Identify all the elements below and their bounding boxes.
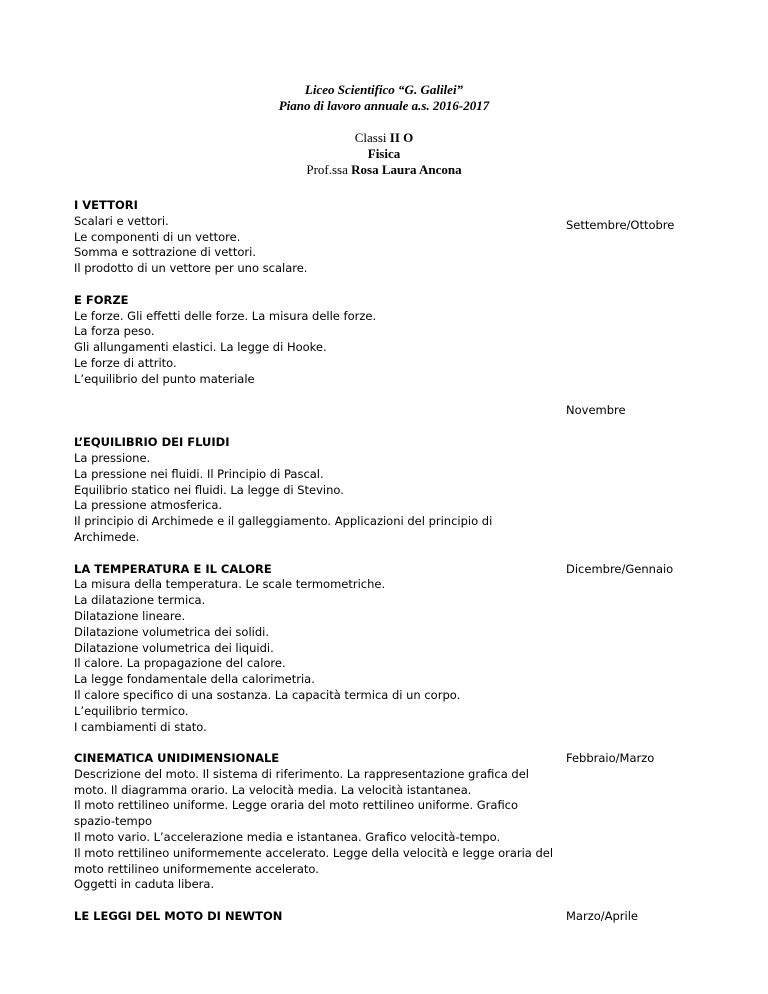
class-line [0,130,768,146]
section-period: Febbraio/Marzo [566,751,655,766]
topic-line: Oggetti in caduta libera. [74,877,215,892]
teacher-name: Rosa Laura Ancona [351,162,462,177]
topic-line: Il principio di Archimede e il galleggiamento. Applicazioni del principio di [74,514,493,529]
class-prefix: Classi [354,130,387,145]
teacher-prefix: Prof.ssa [306,162,348,177]
topic-line: spazio-tempo [74,814,153,829]
topic-line: Il calore. La propagazione del calore. [74,656,286,671]
section-title: L’EQUILIBRIO DEI FLUIDI [74,435,230,450]
topic-line: La pressione atmosferica. [74,498,223,513]
topic-line: La misura della temperatura. Le scale termometriche. [74,577,386,592]
topic-line: Equilibrio statico nei fluidi. La legge di Stevino. [74,482,344,497]
section-title: E FORZE [74,292,129,307]
topic-line: Le componenti di un vettore. [74,229,241,244]
topic-line: Le forze. Gli effetti delle forze. La misura delle forze. [74,308,377,323]
topic-line: Scalari e vettori. [74,213,169,228]
section-period-only [74,403,686,419]
topic-line: Le forze di attrito. [74,355,177,370]
section-newton [74,909,686,925]
topic-line: Il moto rettilineo uniformemente accelerato. Legge della velocità e legge oraria del [74,845,554,860]
topic-line: moto. Il diagramma orario. La velocità media. La velocità istantanea. [74,782,472,797]
section-period: Novembre [566,403,626,418]
document-header [0,82,768,178]
section-title: LE LEGGI DEL MOTO DI NEWTON [74,909,283,924]
topic-line: Dilatazione volumetrica dei solidi. [74,624,269,639]
topic-line: I cambiamenti di stato. [74,719,207,734]
topic-line: Il moto vario. L’accelerazione media e istantanea. Grafico velocità-tempo. [74,830,501,845]
topic-line: Dilatazione lineare. [74,608,186,623]
topic-line: Il moto rettilineo uniforme. Legge oraria del moto rettilineo uniforme. Grafico [74,798,519,813]
subject: Fisica [367,146,401,161]
teacher-line [0,162,768,178]
topic-line: Dilatazione volumetrica dei liquidi. [74,640,274,655]
topic-line: Gli allungamenti elastici. La legge di Hooke. [74,340,327,355]
syllabus-sections [74,198,686,941]
school-name: Liceo Scientifico “G. Galilei” [304,82,464,97]
plan-title: Piano di lavoro annuale a.s. 2016-2017 [278,98,490,113]
topic-line: L’equilibrio termico. [74,703,189,718]
topic-line: Il prodotto di un vettore per uno scalare. [74,261,308,276]
section-period: Settembre/Ottobre [566,218,675,232]
topic-line: La legge fondamentale della calorimetria. [74,672,315,687]
topic-line: Archimede. [74,529,140,544]
topic-line: Somma e sottrazione di vettori. [74,245,256,260]
section-period: Marzo/Aprile [566,909,639,924]
topic-line: La pressione. [74,450,151,465]
section-period: Dicembre/Gennaio [566,561,674,576]
section-vettori [74,198,686,277]
section-cinematica [74,751,686,893]
topic-line: La dilatazione termica. [74,593,206,608]
section-forze [74,293,686,388]
section-fluidi [74,435,686,546]
topic-line: Il calore specifico di una sostanza. La capacità termica di un corpo. [74,687,461,702]
topic-line: Descrizione del moto. Il sistema di riferimento. La rappresentazione grafica del [74,766,529,781]
class-value: II O [389,130,414,145]
topic-line: La forza peso. [74,324,155,339]
topic-line: La pressione nei fluidi. Il Principio di Pascal. [74,466,324,481]
section-title: LA TEMPERATURA E IL CALORE [74,561,272,576]
section-title: I VETTORI [74,198,138,212]
section-temperatura [74,562,686,736]
topic-line: moto rettilineo uniformemente accelerato. [74,861,319,876]
topic-line: L’equilibrio del punto materiale [74,371,255,386]
section-title: CINEMATICA UNIDIMENSIONALE [74,751,280,766]
